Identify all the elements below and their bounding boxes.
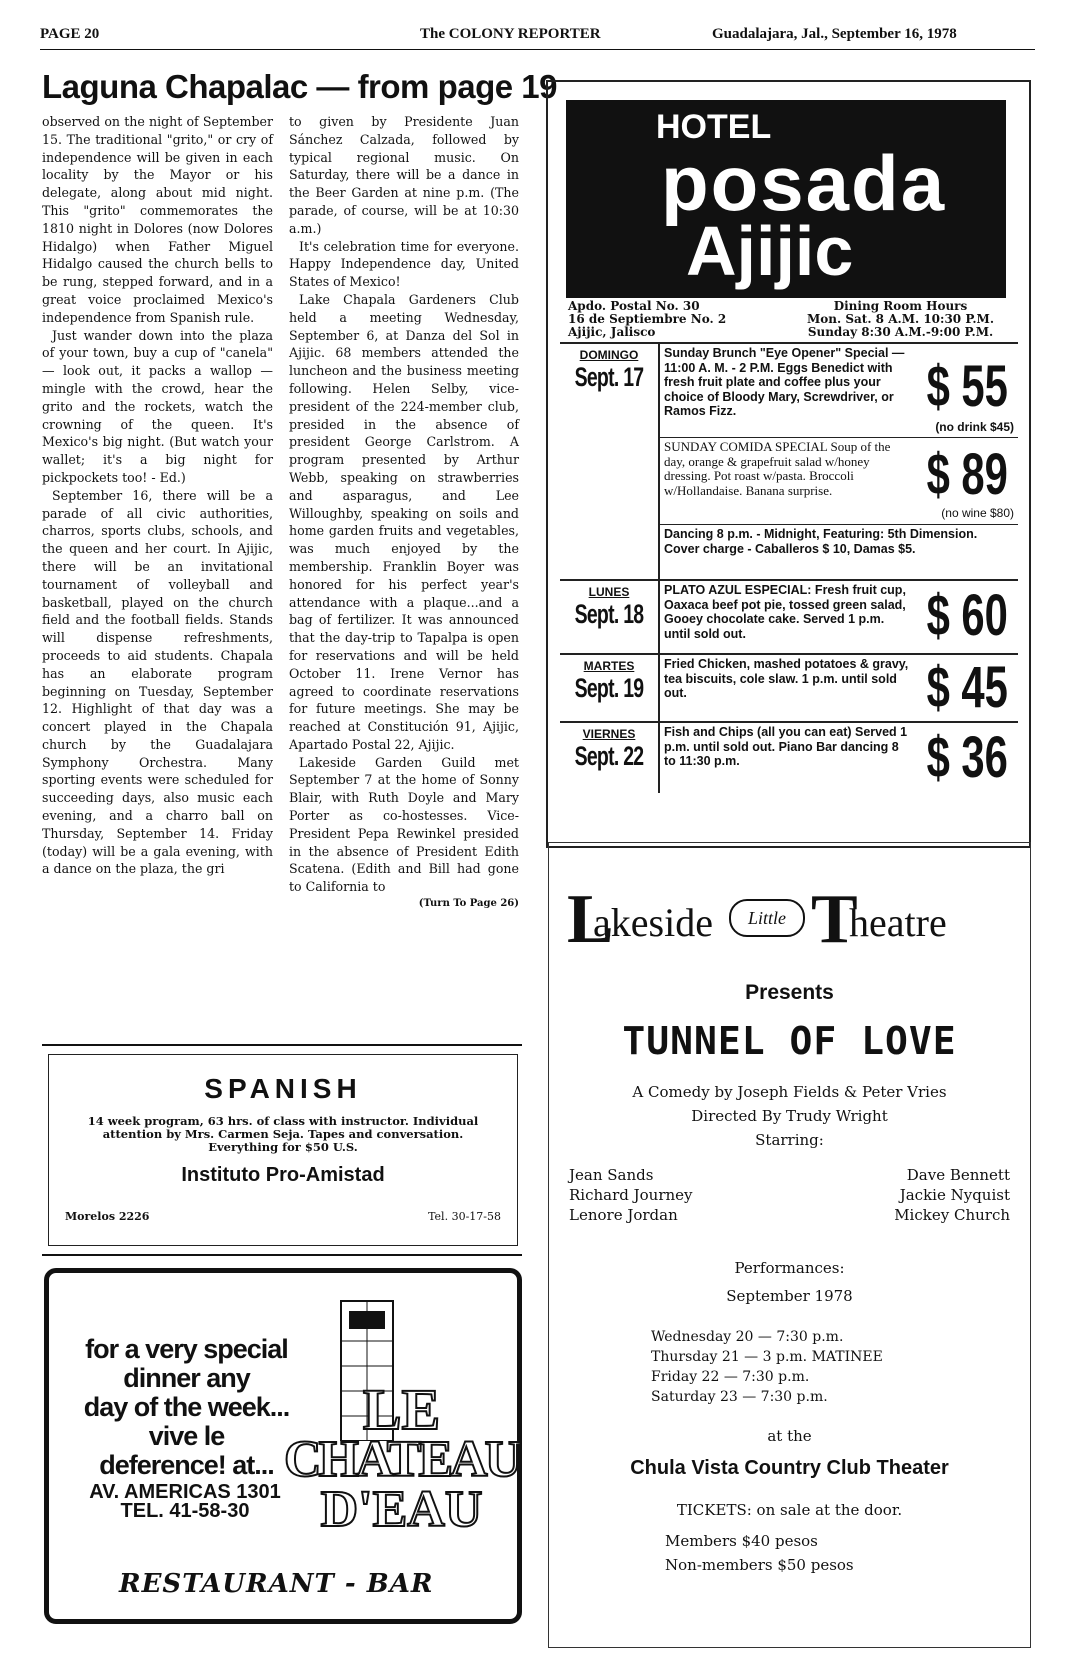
cast-member: Jackie Nyquist <box>899 1186 1010 1204</box>
showtimes <box>651 1327 883 1407</box>
cast-left <box>569 1165 693 1225</box>
cast-member: Lenore Jordan <box>569 1206 678 1224</box>
presents: Presents <box>745 981 834 1004</box>
showtime: Friday 22 — 7:30 p.m. <box>651 1369 810 1385</box>
performances-month: September 1978 <box>726 1287 853 1305</box>
divider <box>42 1044 522 1046</box>
menu-date: Sept. 19 <box>574 673 644 703</box>
cast-member: Jean Sands <box>569 1166 654 1184</box>
chateau-deau-ad <box>44 1268 522 1624</box>
article-paragraph: to given by Presidente Juan Sánchez Calzada, followed by typical regional music. On Saturday, there will be a dance in the Beer Garden at nine p.m. (The parade, of course, will be at 10:30 a.m.) <box>289 114 519 236</box>
school-address: Morelos 2226 <box>65 1210 150 1223</box>
article-paragraph: Lake Chapala Gardeners Club held a meeting Wednesday, September 6, at Danza del Sol in Ajijic. 68 members attended the luncheon and the business meeting following. Helen Selby, vice-president of the 224-member club, presided in the absence of president George Carlstrom. A program presented by Arthur Webb, speaking on strawberries and asparagus, and Lee Willoughby, speaking on soils and home garden fruits and vegetables, was much enjoyed by the membership. Franklin Boyer was honored for his perfect year's attendance with a plaque...and a bag of fertilizer. It was announced that the day-trip to Tapalpa is open for reservations and will be held October 11. Irene Vernor has agreed to coordinate reservations for future meetings. She may be reached at Constitución 91, Ajijic, Apartado Postal 22, Ajijic. <box>289 291 519 752</box>
showtime: Saturday 23 — 7:30 p.m. <box>651 1389 828 1405</box>
showtime: Thursday 21 — 3 p.m. MATINEE <box>651 1349 883 1365</box>
chateau-logo: LE CHATEAU D'EAU <box>284 1377 520 1538</box>
cast-member: Mickey Church <box>894 1206 1010 1224</box>
cast-member: Dave Bennett <box>906 1166 1010 1184</box>
article-column-1 <box>42 113 273 878</box>
hotel-menu <box>560 342 1018 793</box>
menu-date: Sept. 17 <box>574 362 644 392</box>
menu-price: $ 36 <box>926 725 1008 790</box>
newspaper-name: The COLONY REPORTER <box>420 26 601 42</box>
menu-date: Sept. 22 <box>574 741 644 771</box>
school-name: Instituto Pro-Amistad <box>181 1164 385 1186</box>
menu-date: Sept. 18 <box>574 599 644 629</box>
ad-contact: AV. AMERICAS 1301 TEL. 41-58-30 <box>89 1481 281 1522</box>
menu-item: Dancing 8 p.m. - Midnight, Featuring: 5th Dimension. Cover charge - Caballeros $ 10, Damas $5. <box>660 524 1018 558</box>
menu-row-domingo <box>560 342 1018 579</box>
page-number: PAGE 20 <box>40 26 100 42</box>
lakeside-theatre-ad <box>548 842 1031 1648</box>
article-paragraph: Just wander down into the plaza of your town, buy a cup of "canela" — look out, it packs a wallop — mingle with the crowd, hear the grito and the rockets, watch the crowning of the queen. It's Mexico's big night. (But watch your wallet; it's a big night for pickpockets too! - Ed.) <box>42 327 273 485</box>
article-paragraph: Lakeside Garden Guild met September 7 at the home of Sonny Blair, with Ruth Doyle and Mary Porter as co-hostesses. Vice-President Pepa Rewinkel presided in the absence of President Edith Scatena. (Edith and Bill had gone to California to <box>289 754 519 895</box>
article-paragraph: It's celebration time for everyone. Happy Independence day, United States of Mexico! <box>289 238 519 290</box>
ticket-prices: Members $40 pesos Non-members $50 pesos <box>665 1532 854 1574</box>
menu-item: Fried Chicken, mashed potatoes & gravy, tea biscuits, cole slaw. 1 p.m. until sold out. $ 45 <box>664 655 1008 720</box>
ad-title: SPANISH <box>204 1073 362 1104</box>
cast-member: Richard Journey <box>569 1186 693 1204</box>
dateline: Guadalajara, Jal., September 16, 1978 <box>712 26 957 42</box>
menu-price: $ 55 <box>926 354 1008 419</box>
venue: Chula Vista Country Club Theater <box>630 1457 949 1479</box>
menu-row-lunes <box>560 579 1018 653</box>
menu-day: DOMINGO <box>579 348 639 362</box>
menu-row-viernes <box>560 721 1018 793</box>
menu-price: $ 60 <box>926 583 1008 648</box>
starring: Starring: <box>755 1131 824 1149</box>
menu-row-martes <box>560 653 1018 721</box>
menu-day: MARTES <box>583 659 635 673</box>
cast-right <box>894 1165 1010 1225</box>
menu-item: Fish and Chips (all you can eat) Served 1 p.m. until sold out. Piano Bar dancing 8 to 11:30 p.m. $ 36 <box>664 725 1008 790</box>
theatre-logo: L akeside Little T heatre <box>567 881 947 958</box>
play-byline: A Comedy by Joseph Fields & Peter Vries <box>632 1083 947 1101</box>
article-paragraph: September 16, there will be a parade of all civic authorities, charros, sports clubs, schools, and the queen and her court. In Ajijic, there will be an invitational tournament of volleyball and basketball, played on the church field and the football fields. Stands will dispense refreshments, proceeds to aid students. Chapala has an elaborate program beginning on Tuesday, September 12. Highlight of that day was a concert played in the Chapala church by the Guadalajara Symphony Orchestra. Many sporting events were scheduled for succeeding days, also music each evening, and a charro ball on Thursday, September 14. Friday (today) will be a gala evening, with a dance on the plaza, the gri <box>42 487 273 877</box>
article-paragraph: observed on the night of September 15. The traditional "grito," or cry of independence will be given in each locality by the Mayor or his delegate, along about mid night. This "grito" commemorates the 1810 night in Dolores (now Dolores Hidalgo) when Father Miguel Hidalgo caused the church bells to be rung, stepped forward, and in a great voice proclaimed Mexico's independence from Spanish rule. <box>42 114 273 325</box>
menu-price: $ 89 <box>926 442 1008 507</box>
headline: Laguna Chapalac — from page 19 <box>42 68 557 105</box>
little-badge: Little <box>729 899 805 937</box>
at-the: at the <box>767 1427 812 1445</box>
divider <box>42 1254 522 1256</box>
menu-price: $ 45 <box>926 655 1008 720</box>
school-phone: Tel. 30-17-58 <box>428 1210 501 1223</box>
menu-day: VIERNES <box>582 727 636 741</box>
hotel-address: Apdo. Postal No. 30 16 de Septiembre No. 2 Ajijic, Jalisco <box>568 299 727 339</box>
tickets: TICKETS: on sale at the door. <box>676 1501 903 1519</box>
article-column-2 <box>289 113 519 909</box>
turn-to-page: (Turn To Page 26) <box>418 898 519 910</box>
menu-day: LUNES <box>588 585 630 599</box>
header-rule <box>40 49 1035 50</box>
dining-hours: Dining Room Hours Mon. Sat. 8 A.M. 10:30 P.M. Sunday 8:30 A.M.-9:00 P.M. <box>806 299 995 339</box>
spanish-class-ad <box>48 1054 518 1246</box>
showtime: Wednesday 20 — 7:30 p.m. <box>651 1329 844 1345</box>
menu-item: Sunday Brunch "Eye Opener" Special — 11:00 A. M. - 2 P.M. Eggs Benedict with fresh fruit plate and coffee plus your choice of Bloody Mary, Screwdriver, or Ramos Fizz. $ 55 (no drink $45) <box>664 346 1014 434</box>
performances-title: Performances: <box>734 1259 845 1277</box>
ad-footer: RESTAURANT - BAR <box>119 1569 434 1599</box>
hotel-posada-ad <box>546 80 1031 848</box>
play-title: TUNNEL OF LOVE <box>622 1019 957 1063</box>
ad-tagline: for a very special dinner any day of the week... vive le deference! at... <box>83 1334 290 1480</box>
director: Directed By Trudy Wright <box>691 1107 888 1125</box>
hotel-logo: HOTEL posada Ajijic <box>566 100 1006 298</box>
ad-body: 14 week program, 63 hrs. of class with instructor. Individual attention by Mrs. Carmen Seja. Tapes and conversation. Everything for $50 U.S. <box>87 1114 479 1154</box>
menu-item: PLATO AZUL ESPECIAL: Fresh fruit cup, Oaxaca beef pot pie, tossed green salad, Gooey chocolate cake. Served 1 p.m. until sold out. $ 60 <box>664 583 1008 648</box>
menu-item: SUNDAY COMIDA SPECIAL Soup of the day, orange & grapefruit salad w/honey dressing. Pot roast w/pasta. Broccoli w/Hollandaise. Banana surprise. $ 89 (no wine $80) <box>660 437 1018 524</box>
